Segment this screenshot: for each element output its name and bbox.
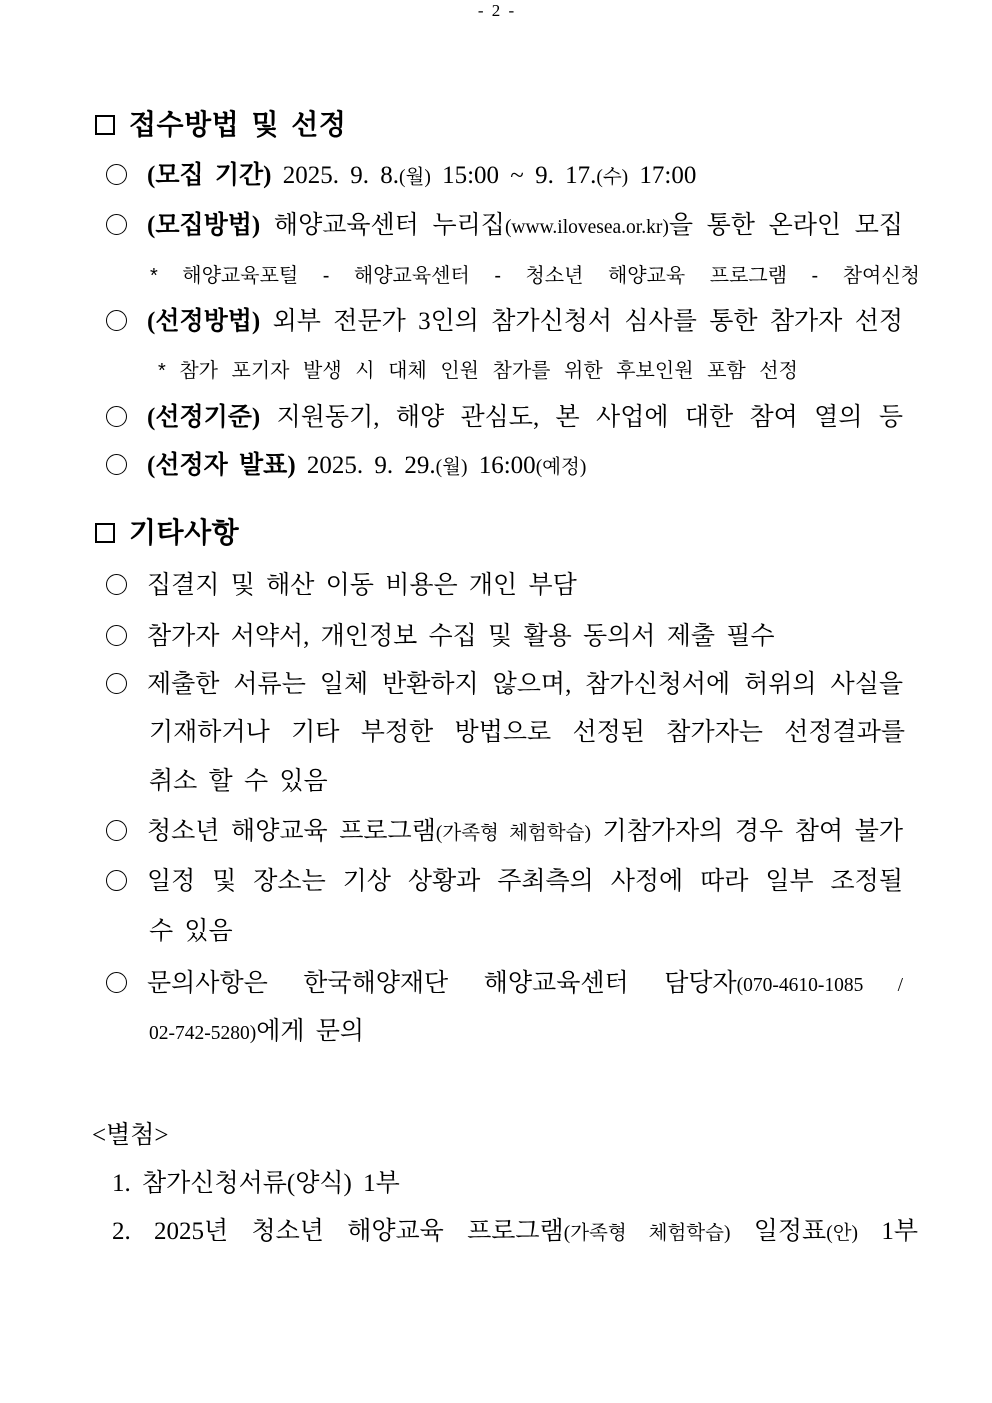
text-segment: (월) [435, 457, 468, 478]
line-text [149, 915, 233, 948]
attachment-item-1 [112, 1167, 400, 1200]
line-text [147, 209, 903, 244]
text-segment: 기재하거나 기타 부정한 방법으로 선정된 참가자는 선정결과를 [149, 719, 905, 746]
text-segment: (선정방법) [147, 308, 261, 335]
text-segment: (모집 기간) [147, 162, 272, 189]
text-segment: 기타사항 [129, 517, 240, 548]
line-text [149, 716, 905, 749]
text-segment: 취소 할 수 있음 [149, 768, 328, 795]
line-text [158, 357, 798, 385]
page-number: - 2 - [477, 1, 515, 20]
circle-bullet-icon [106, 625, 127, 646]
item-schedule-change-line1 [106, 865, 903, 898]
line-text [147, 668, 903, 701]
section-heading-etc [95, 516, 239, 550]
line-text [112, 1215, 918, 1250]
attachment-item-2 [112, 1215, 918, 1250]
item-contact-line1 [106, 967, 903, 1002]
line-text [147, 305, 903, 338]
text-segment: * 해양교육포털 - 해양교육센터 - 청소년 해양교육 프로그램 - 참여신청 [150, 265, 920, 287]
line-text [147, 449, 586, 484]
text-segment: (월) [399, 167, 431, 188]
circle-bullet-icon [106, 406, 127, 427]
line-text [147, 159, 696, 194]
text-segment: (안) [826, 1223, 859, 1244]
text-segment: 기참가자의 경우 참여 불가 [590, 818, 903, 845]
text-segment: (선정자 발표) [147, 452, 296, 479]
item-consent-documents [106, 620, 775, 653]
item-prior-participants [106, 815, 903, 850]
circle-bullet-icon [106, 164, 127, 185]
text-segment: 16:00 [467, 452, 536, 479]
text-segment: 일정 및 장소는 기상 상황과 주최측의 사정에 따라 일부 조정될 [147, 868, 903, 895]
line-text [147, 967, 903, 1002]
text-segment: (선정기준) [147, 404, 261, 431]
line-text [147, 865, 903, 898]
attachment-heading [92, 1119, 169, 1152]
line-text [129, 108, 346, 142]
item-no-return-line3 [149, 765, 328, 798]
text-segment: 해양교육센터 누리집 [260, 212, 505, 239]
text-segment: 02-742-5280) [149, 1023, 257, 1044]
text-segment: 에게 문의 [256, 1018, 365, 1045]
item-selection-criteria [106, 401, 903, 434]
note-portal-path [150, 262, 920, 290]
item-schedule-change-line2 [149, 915, 233, 948]
text-segment: 수 있음 [149, 918, 233, 945]
text-segment: 참가자 서약서, 개인정보 수집 및 활용 동의서 제출 필수 [147, 623, 775, 650]
text-segment: 집결지 및 해산 이동 비용은 개인 부담 [147, 572, 577, 599]
note-substitute-selection [158, 357, 798, 385]
line-text [149, 1015, 364, 1050]
text-segment: 문의사항은 한국해양재단 해양교육센터 담당자 [147, 970, 737, 997]
line-text [149, 765, 328, 798]
text-segment: 을 통한 온라인 모집 [668, 212, 904, 239]
text-segment: (수) [596, 167, 629, 188]
square-bullet-icon [95, 115, 115, 135]
text-segment: 지원동기, 해양 관심도, 본 사업에 대한 참여 열의 등 [260, 404, 903, 431]
text-segment: (www.ilovesea.or.kr) [504, 217, 669, 238]
text-segment: 외부 전문가 3인의 참가신청서 심사를 통한 참가자 선정 [260, 308, 903, 335]
text-segment: (가족형 체험학습) [563, 1223, 731, 1244]
item-no-return-line2 [149, 716, 905, 749]
text-segment: (모집방법) [147, 212, 261, 239]
item-contact-line2 [149, 1015, 364, 1050]
item-travel-cost [106, 569, 577, 602]
line-text [147, 620, 775, 653]
text-segment: 15:00 ~ 9. 17. [430, 162, 597, 189]
item-recruit-period [106, 159, 696, 194]
text-segment: <별첨> [92, 1122, 169, 1149]
item-recruit-method [106, 209, 903, 244]
text-segment: 1부 [858, 1218, 918, 1245]
section-heading-reception [95, 108, 346, 142]
line-text [92, 1119, 169, 1152]
text-segment: 17:00 [628, 162, 697, 189]
item-selection-method [106, 305, 903, 338]
square-bullet-icon [95, 523, 115, 543]
text-segment: 청소년 해양교육 프로그램 [147, 818, 436, 845]
circle-bullet-icon [106, 574, 127, 595]
circle-bullet-icon [106, 310, 127, 331]
text-segment: * 참가 포기자 발생 시 대체 인원 참가를 위한 후보인원 포함 선정 [158, 360, 798, 382]
item-no-return-line1 [106, 668, 903, 701]
text-segment: (예정) [535, 457, 587, 478]
text-segment: 제출한 서류는 일체 반환하지 않으며, 참가신청서에 허위의 사실을 [147, 671, 903, 698]
circle-bullet-icon [106, 972, 127, 993]
text-segment: (070-4610-1085 / [736, 975, 903, 996]
text-segment: 2. 2025년 청소년 해양교육 프로그램 [112, 1218, 564, 1245]
text-segment: (가족형 체험학습) [435, 823, 591, 844]
line-text [147, 815, 903, 850]
circle-bullet-icon [106, 820, 127, 841]
line-text [147, 401, 903, 434]
text-segment: 접수방법 및 선정 [129, 109, 347, 140]
circle-bullet-icon [106, 870, 127, 891]
text-segment: 일정표 [730, 1218, 827, 1245]
item-selection-announcement [106, 449, 586, 484]
line-text [129, 516, 239, 550]
text-segment: 2025. 9. 29. [295, 452, 436, 479]
circle-bullet-icon [106, 454, 127, 475]
circle-bullet-icon [106, 214, 127, 235]
text-segment: 2025. 9. 8. [271, 162, 400, 189]
text-segment: 1. 참가신청서류(양식) 1부 [112, 1170, 400, 1197]
line-text [150, 262, 920, 290]
line-text [147, 569, 577, 602]
line-text [112, 1167, 400, 1200]
circle-bullet-icon [106, 673, 127, 694]
